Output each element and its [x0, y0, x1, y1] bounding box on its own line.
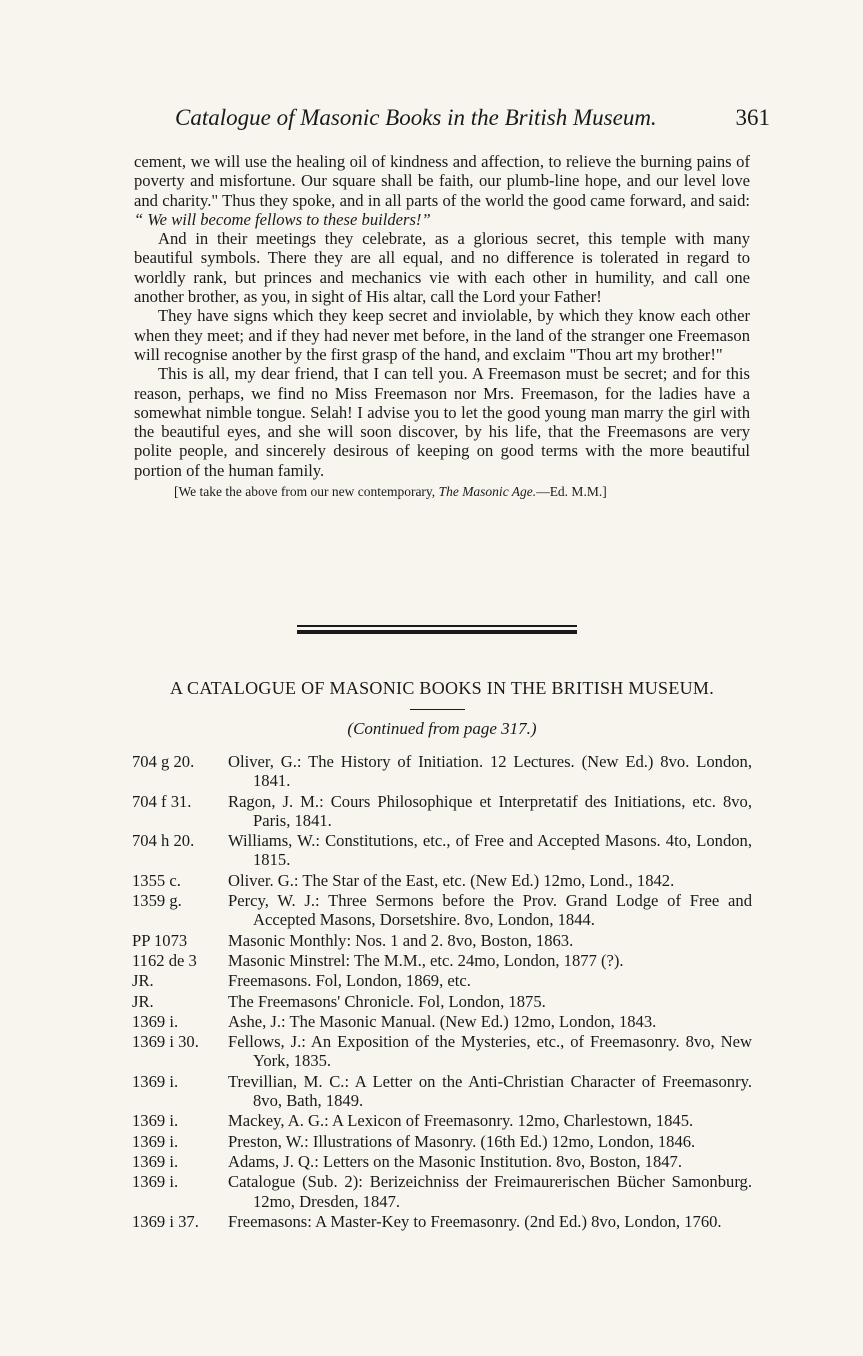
entry-text: Fellows, J.: An Exposition of the Mysteries, etc., of Freemasonry. 8vo, New York, 1835. — [228, 1032, 752, 1071]
paragraph-text: cement, we will use the healing oil of kindness and affection, to relieve the burning pains of poverty and misfortune. Our square shall be faith, our plumb-line hope, and our level love and charity." Thus they spoke, and in all parts of the world the good came forward, and said: — [134, 152, 750, 210]
entry-text: Freemasons: A Master-Key to Freemasonry. (2nd Ed.) 8vo, London, 1760. — [228, 1211, 722, 1231]
shelfmark: 1369 i 37. — [132, 1211, 199, 1231]
shelfmark: 1369 i. — [132, 1172, 179, 1192]
catalogue-entry — [132, 1012, 752, 1031]
entry-text: Oliver. G.: The Star of the East, etc. (New Ed.) 12mo, Lond., 1842. — [228, 870, 675, 890]
entry-text: Ashe, J.: The Masonic Manual. (New Ed.) 12mo, London, 1843. — [228, 1011, 657, 1031]
catalogue-entry — [132, 1111, 752, 1130]
shelfmark: 1369 i. — [132, 1011, 179, 1031]
catalogue-entry — [132, 792, 752, 831]
entry-text: Catalogue (Sub. 2): Berizeichniss der Freimaurerischen Bücher Samonburg. 12mo, Dresden, 1847. — [228, 1172, 752, 1211]
catalogue-entry — [132, 831, 752, 870]
shelfmark: 1369 i. — [132, 1071, 179, 1091]
entry-text: Oliver, G.: The History of Initiation. 12 Lectures. (New Ed.) 8vo. London, 1841. — [228, 752, 752, 791]
section-heading: A CATALOGUE OF MASONIC BOOKS IN THE BRITISH MUSEUM. — [169, 678, 715, 698]
catalogue-entry — [132, 1132, 752, 1151]
catalogue-entry — [132, 1152, 752, 1171]
shelfmark: JR. — [132, 971, 154, 991]
section-divider — [297, 625, 577, 627]
page-title: Catalogue of Masonic Books in the British Museum. — [175, 105, 657, 130]
running-head — [175, 100, 770, 136]
catalogue-entry — [132, 931, 752, 950]
entry-text: Trevillian, M. C.: A Letter on the Anti-Christian Character of Freemasonry. 8vo, Bath, 1849. — [228, 1071, 752, 1111]
catalogue-list — [132, 752, 752, 1232]
shelfmark: 1369 i. — [132, 1111, 179, 1131]
catalogue-entry — [132, 1072, 752, 1111]
article-body — [134, 152, 750, 501]
page-number: 361 — [735, 105, 770, 130]
entry-text: Adams, J. Q.: Letters on the Masonic Institution. 8vo, Boston, 1847. — [228, 1151, 682, 1171]
entry-text: Preston, W.: Illustrations of Masonry. (16th Ed.) 12mo, London, 1846. — [228, 1131, 696, 1151]
section-divider-thick — [297, 630, 577, 634]
catalogue-entry — [132, 1032, 752, 1071]
paragraph: And in their meetings they celebrate, as a glorious secret, this temple with many beautiful symbols. There they are all equal, and no difference is tolerated in regard to worldly rank, but princes and mechanics vie with each other in humility, and call one another brother, as you, in sight of His altar, call the Lord your Father! — [134, 229, 750, 307]
paragraph — [134, 152, 750, 229]
editor-note — [134, 483, 750, 501]
catalogue-entry — [132, 871, 752, 890]
catalogue-entry — [132, 951, 752, 970]
entry-text: Masonic Minstrel: The M.M., etc. 24mo, London, 1877 (?). — [228, 950, 624, 970]
shelfmark: 704 g 20. — [132, 752, 195, 771]
continued-note: (Continued from page 317.) — [347, 719, 537, 738]
shelfmark: JR. — [132, 991, 154, 1011]
shelfmark: PP 1073 — [132, 930, 188, 950]
note-source: The Masonic Age. — [438, 484, 537, 500]
entry-text: Percy, W. J.: Three Sermons before the Prov. Grand Lodge of Free and Accepted Masons, Dorsetshire. 8vo, London, 1844. — [228, 891, 752, 930]
shelfmark: 1369 i. — [132, 1151, 179, 1171]
paragraph: They have signs which they keep secret and inviolable, by which they know each other when they meet; and if they had never met before, in the land of the stranger one Freemason will recognise another by the first grasp of the hand, and exclaim "Thou art my brother!" — [134, 306, 750, 364]
catalogue-entry — [132, 1212, 752, 1231]
catalogue-entry — [132, 992, 752, 1011]
catalogue-entry — [132, 891, 752, 930]
entry-text: Masonic Monthly: Nos. 1 and 2. 8vo, Boston, 1863. — [228, 930, 574, 950]
quotation: “ We will become fellows to these builders!” — [134, 209, 431, 229]
shelfmark: 1162 de 3 — [132, 950, 197, 970]
shelfmark: 1359 g. — [132, 891, 182, 911]
entry-text: Mackey, A. G.: A Lexicon of Freemasonry. 12mo, Charlestown, 1845. — [228, 1111, 694, 1131]
catalogue-entry — [132, 971, 752, 990]
shelfmark: 1369 i 30. — [132, 1032, 199, 1052]
heading-rule — [410, 709, 465, 710]
note-suffix: —Ed. M.M.] — [536, 484, 607, 500]
shelfmark: 704 f 31. — [132, 791, 192, 811]
entry-text: Williams, W.: Constitutions, etc., of Free and Accepted Masons. 4to, London, 1815. — [228, 831, 752, 870]
catalogue-entry — [132, 752, 752, 791]
entry-text: Freemasons. Fol, London, 1869, etc. — [228, 971, 471, 991]
shelfmark: 1355 c. — [132, 870, 181, 890]
shelfmark: 1369 i. — [132, 1131, 179, 1151]
catalogue-entry — [132, 1172, 752, 1211]
paragraph: This is all, my dear friend, that I can tell you. A Freemason must be secret; and for this reason, perhaps, we find no Miss Freemason nor Mrs. Freemason, for the ladies have a somewhat nimble tongue. Selah! I advise you to let the good young man marry the girl with the beautiful eyes, and she will soon discover, by his life, that the Freemasons are very polite people, and sincerely desirous of keeping on good terms with the more beautiful portion of the human family. — [134, 364, 750, 480]
entry-text: Ragon, J. M.: Cours Philosophique et Interpretatif des Initiations, etc. 8vo, Paris, 1841. — [228, 791, 752, 830]
note-prefix: [We take the above from our new contemporary, — [174, 484, 436, 500]
entry-text: The Freemasons' Chronicle. Fol, London, 1875. — [228, 991, 546, 1011]
shelfmark: 704 h 20. — [132, 831, 195, 851]
